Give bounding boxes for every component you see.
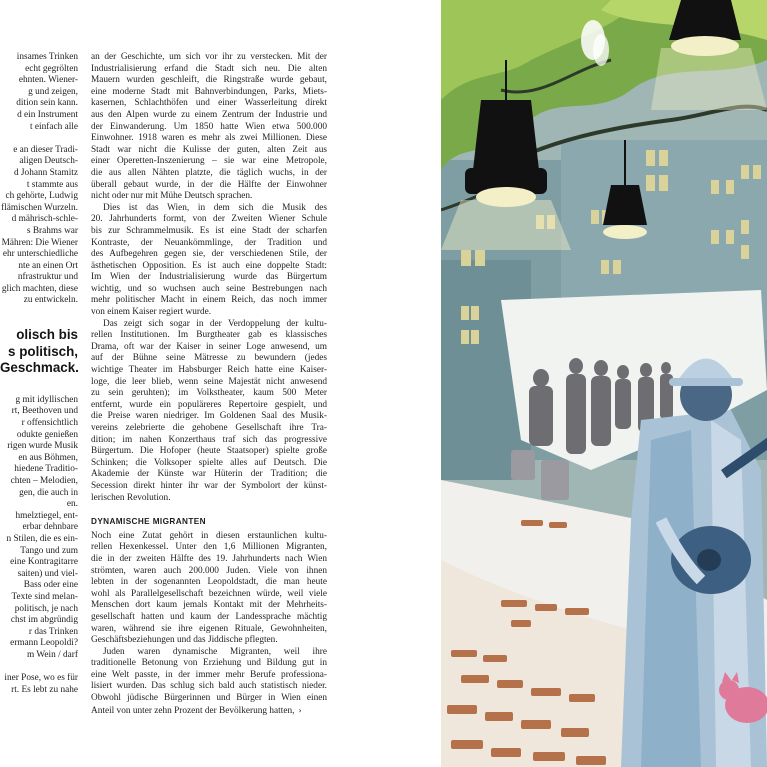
text-line: wichtige Theater im Habsburger Reich hatte eine Kaiser- — [91, 365, 327, 376]
text-line: ehnten. Wiener- — [18, 75, 78, 86]
text-line: e an dieser Tradi- — [13, 144, 78, 155]
text-line: kasernen, Schlachthöfen und einer Wasserleitung direkt — [91, 98, 327, 109]
text-line: chst im abgründig — [10, 615, 78, 626]
text-line: rellen Institutionen. Im Burgtheater gab es klassisches — [91, 330, 327, 341]
text-line: strömten, waren auch 200.000 Juden. Viele von ihnen — [91, 565, 327, 576]
text-line: politisch, je nach — [14, 603, 78, 614]
text-line: ästhetischen Opposition. Es ist auch eine doppelte Stadt: — [91, 260, 327, 271]
text-line: zu entwickeln. — [23, 295, 78, 306]
text-line: der Einwanderung. Um 1850 hatte Wien etwa 500.000 — [91, 121, 327, 132]
text-line: echt gegrölten — [25, 63, 78, 74]
text-line: d ein Instrument — [17, 109, 78, 120]
text-line: die aus allen Nähten platzte, die täglich wuchs, in der — [91, 167, 327, 178]
text-line: gesellschaft hatten und kaum der Landessprache mächtig — [91, 611, 327, 622]
text-line: Mähren: Die Wiener — [1, 237, 78, 248]
pull-quote-line: olisch bis — [16, 327, 78, 343]
text-line: zu sein geruhten); im Volkstheater, kaum 500 Meter — [91, 388, 327, 399]
text-line: mehr politischer Macht in einem Reich, das noch immer — [91, 295, 327, 306]
left-text-column — [0, 52, 78, 696]
text-line: traditionelle Betonung von Erziehung und Bildung gut in — [91, 658, 327, 669]
text-line: glich machten, diese — [1, 283, 78, 294]
text-line: d mährisch-schle- — [11, 214, 78, 225]
text-line: Einwohner. 1918 waren es mehr als zwei Millionen. Diese — [91, 133, 327, 144]
text-line: gen, die auch in — [19, 487, 78, 498]
text-line: r offensichtlich — [21, 418, 78, 429]
text-line: loge, die leer blieb, wenn seine Majestät nicht anwesend — [91, 376, 327, 387]
text-line: Juden waren dynamische Migranten, weil ihre — [103, 646, 327, 657]
section-subhead: DYNAMISCHE MIGRANTEN — [91, 517, 206, 527]
text-line: Mauern wurden geschleift, die Ringstraße wurde gebaut, — [91, 75, 327, 86]
text-line: rellen Hexenkessel. Unter den 1,6 Millionen Migranten, — [91, 542, 327, 553]
text-line: Kontraste, der Neuankömmlinge, der Tradition und — [91, 237, 327, 248]
text-line: eine moderne Stadt mit Bahnverbindungen, Parks, Miets- — [91, 86, 327, 97]
text-line: Noch eine Zutat gehört in diesen erstaunlichen kultu- — [91, 530, 327, 541]
text-line: rt. Es lebt zu nahe — [11, 684, 78, 695]
text-line: eine Welt passte, in der immer mehr Berufe professiona- — [91, 669, 327, 680]
text-line: rt, Beethoven und — [11, 406, 78, 417]
left-column-paragraph — [0, 673, 78, 696]
text-line: g und zeigen, — [28, 86, 78, 97]
text-line: flämischen Wurzeln. — [1, 202, 78, 213]
text-line: n Stilen, die es ein- — [6, 533, 78, 544]
pull-quote-line: s politisch, — [8, 343, 78, 359]
body-paragraph — [91, 647, 327, 718]
text-line: rigen wurde Musik — [7, 441, 78, 452]
text-line: Tango und zum — [20, 545, 78, 556]
body-paragraph — [91, 319, 327, 505]
body-paragraph — [91, 52, 327, 203]
text-line: nte an einen Ort — [18, 260, 78, 271]
text-line: en aus Böhmen, — [18, 452, 78, 463]
text-line: aus den Alpen wurde zu einem Zentrum der Industrie und — [91, 109, 327, 120]
text-line: hiedene Traditio- — [14, 464, 78, 475]
text-line: Texte sind melan- — [11, 591, 78, 602]
text-line: Stadt war nicht die Kulisse der guten, alten Zeit aus — [91, 144, 327, 155]
text-line: des Aufbegehren gegen sie, der verschiedenen Stile, der — [91, 249, 327, 260]
text-line: Obwohl jüdische Bürgerinnen und Bürger in Wien einen — [91, 693, 327, 704]
text-line: Industrialisierung erfand die Stadt sich neu. Die alten — [91, 63, 327, 74]
text-line: dition; im nahen Konzerthaus traf sich das progressive — [91, 434, 327, 445]
text-line: ch gehörte, Ludwig — [5, 191, 78, 202]
pull-quote — [0, 327, 78, 377]
text-line: lebten in der sogenannten Leopoldstadt, die man heute — [91, 577, 327, 588]
text-line: entfernt, wurde ein populäreres Repertoire gespielt, und — [91, 399, 327, 410]
text-line: auf der Bühne seine Mätresse zu bewundern (jedes — [91, 353, 327, 364]
text-line: wohl als Parallelgesellschaft bezeichnen würde, weil viele — [91, 588, 327, 599]
text-line: nfrastruktur und — [17, 272, 78, 283]
text-line: eine Kontragitarre — [10, 557, 78, 568]
text-line: nicht oder nur mit Mühe Deutsch sprachen. — [91, 191, 253, 202]
text-line: Schinken; die Volksoper spielte alles auf Deutsch. Die — [91, 457, 327, 468]
left-column-paragraph — [0, 395, 78, 662]
text-line: Bürgertum. Die Hofoper (heute Staatsoper) spielte große — [91, 446, 327, 457]
text-line: m Wein / darf — [27, 649, 78, 660]
illustration-svg — [441, 0, 767, 767]
text-line: ehr unterschiedliche — [2, 249, 78, 260]
street-musician-illustration — [441, 0, 767, 767]
text-line: bis zur Schrammelmusik. Es ist eine Stadt der scharfen — [91, 225, 327, 236]
main-text-column — [91, 52, 327, 717]
text-line: vereins zelebrierte die gehobene Gesellschaft ihre Tra- — [91, 423, 327, 433]
text-line: waren, während sie ihre eigenen Rituale, Gewohnheiten, — [91, 623, 327, 634]
text-line: d Johann Stamitz — [13, 167, 78, 178]
text-line: s Brahms war — [26, 225, 78, 236]
text-line: Secession direkt hinter ihr war der Symbolort der künst- — [91, 480, 327, 491]
text-line: wichtig, und so wuchsen auch seine Bestrebungen nach — [91, 283, 327, 294]
text-line: Im Wien der Industrialisierung wurde das Bürgertum — [91, 272, 327, 283]
text-line: die Preise waren niedriger. Im Goldenen Saal des Musik- — [91, 411, 327, 422]
text-line: g mit idyllischen — [15, 394, 78, 405]
pull-quote-line: Geschmack. — [0, 360, 79, 376]
left-column-paragraph — [0, 145, 78, 307]
body-paragraph — [91, 203, 327, 319]
text-line: Akademie der Künste war Hüterin der Tradition; die — [91, 469, 327, 480]
text-line: an der Geschichte, um sich vor ihr zu verstecken. Mit der — [91, 52, 327, 62]
continue-arrow-icon: › — [298, 705, 302, 715]
text-line: t stammte aus — [26, 179, 78, 190]
text-line: Bass oder eine — [23, 580, 78, 591]
text-line: lisiert wurden. Das schlug sich bald auch statistisch nieder. — [91, 681, 327, 692]
text-line: insames Trinken — [16, 52, 78, 62]
text-line: chten – Melodien, — [10, 476, 78, 486]
text-line: Dies ist das Wien, in dem sich die Musik des — [103, 202, 327, 213]
text-line: dition sein kann. — [16, 98, 78, 109]
text-line: Drama, oft war der Kaiser in seiner Loge anwesend, um — [91, 341, 327, 352]
text-line: erbar dehnbare — [22, 522, 78, 533]
text-line: Menschen dort kaum jemals Kontakt mit der Mehrheits- — [91, 600, 327, 611]
text-line: aligen Deutsch- — [19, 156, 78, 167]
text-line: die in der zweiten Hälfte des 19. Jahrhunderts nach Wien — [91, 553, 327, 564]
text-line: überall gebaut wurde, in der die Hälfte der Einwohner — [91, 179, 327, 190]
text-line: t einfach alle — [29, 121, 78, 132]
text-line: ermann Leopoldi? — [10, 638, 78, 649]
text-line: lerischen Revolution. — [91, 492, 171, 503]
text-line: odukte genießen — [16, 429, 78, 440]
text-line: Anteil von unter zehn Prozent der Bevölkerung hatten, › — [91, 705, 302, 716]
text-line: einer Operetten-Inszenierung – sie war eine Metropole, — [91, 156, 327, 167]
text-line: r das Trinken — [28, 626, 78, 637]
text-line: hmelztiegel, ent- — [15, 510, 78, 521]
text-line: iner Pose, wo es für — [4, 673, 78, 684]
body-paragraph — [91, 531, 327, 647]
text-line: von einem Kaiser regiert wurde. — [91, 307, 212, 318]
text-line: en. — [66, 499, 78, 510]
text-line: saiten) und viel- — [17, 568, 78, 579]
text-line: Geschäftsbeziehungen und das Jiddische pflegten. — [91, 635, 278, 646]
text-line: 20. Jahrhunderts formt, von der Zweiten Wiener Schule — [91, 214, 327, 225]
left-column-paragraph — [0, 52, 78, 133]
text-line: Das zeigt sich sogar in der Verdoppelung der kultu- — [103, 318, 327, 329]
